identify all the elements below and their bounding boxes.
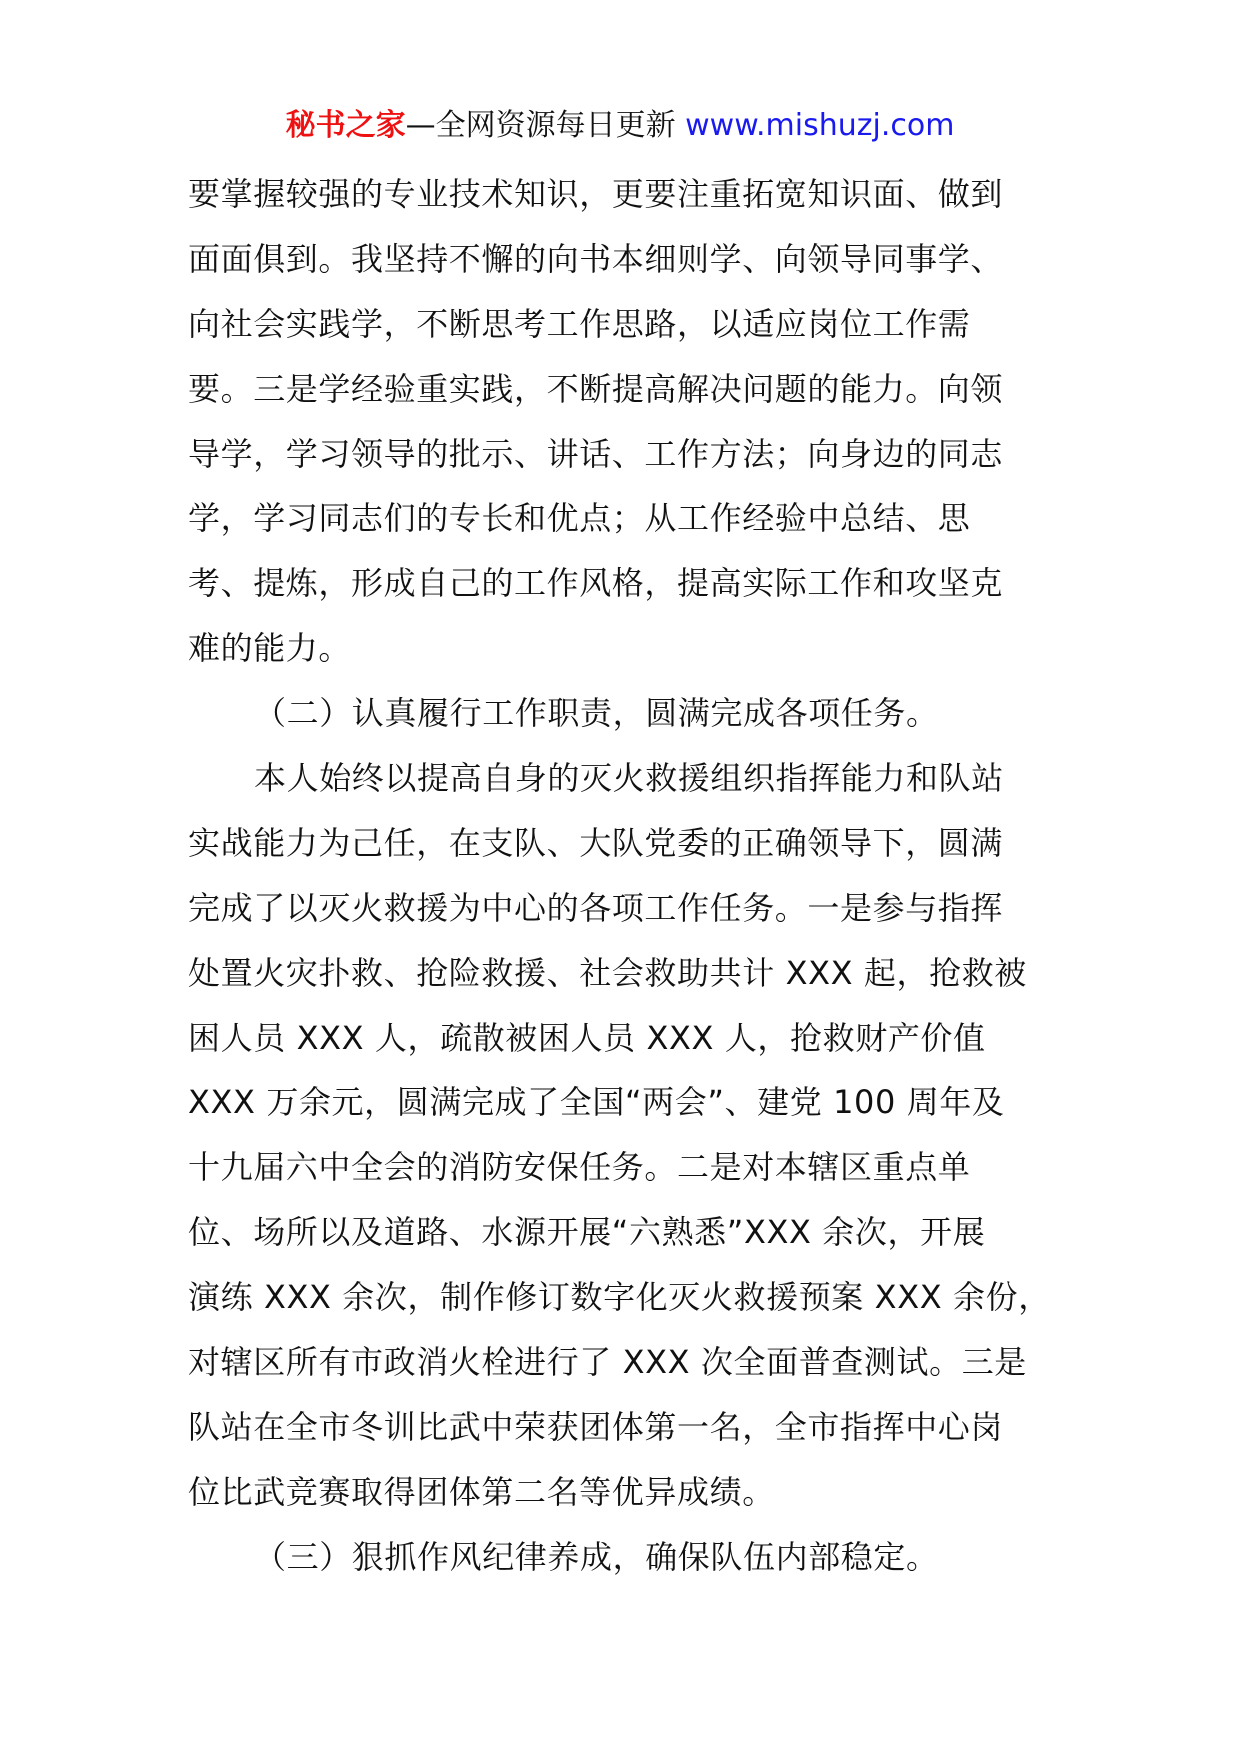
text-line: 十九届六中全会的消防安保任务。二是对本辖区重点单 (188, 1148, 971, 1187)
text-line: 考、提炼，形成自己的工作风格，提高实际工作和攻坚克 (188, 564, 1004, 603)
page-header (0, 104, 1240, 148)
header-slogan: —全网资源每日更新 (405, 108, 676, 143)
text-line: 位比武竞赛取得团体第二名等优异成绩。 (188, 1472, 775, 1511)
text-line: 困人员 XXX 人，疏散被困人员 XXX 人，抢救财产价值 (188, 1018, 986, 1057)
brand-name: 秘书之家 (285, 108, 406, 143)
text-line: 实战能力为己任，在支队、大队党委的正确领导下，圆满 (188, 823, 1004, 862)
text-line: 难的能力。 (188, 629, 352, 668)
text-line: 演练 XXX 余次，制作修订数字化灭火救援预案 XXX 余份， (188, 1278, 1051, 1317)
section-heading: （三）狠抓作风纪律养成，确保队伍内部稳定。 (254, 1537, 939, 1576)
text-line: 学，学习同志们的专长和优点；从工作经验中总结、思 (188, 499, 971, 538)
text-line: 位、场所以及道路、水源开展“六熟悉”XXX 余次，开展 (188, 1213, 986, 1252)
text-line: 完成了以灭火救援为中心的各项工作任务。一是参与指挥 (188, 888, 1004, 927)
website-link[interactable]: www.mishuzj.com (685, 108, 955, 143)
text-line: 要。三是学经验重实践，不断提高解决问题的能力。向领 (188, 369, 1004, 408)
text-line: XXX 万余元，圆满完成了全国“两会”、建党 100 周年及 (188, 1083, 1005, 1122)
section-heading: （二）认真履行工作职责，圆满完成各项任务。 (254, 694, 939, 733)
text-line: 处置火灾扑救、抢险救援、社会救助共计 XXX 起，抢救被 (188, 953, 1027, 992)
text-line: 向社会实践学，不断思考工作思路，以适应岗位工作需 (188, 304, 971, 343)
text-line: 导学，学习领导的批示、讲话、工作方法；向身边的同志 (188, 434, 1004, 473)
text-line: 要掌握较强的专业技术知识，更要注重拓宽知识面、做到 (188, 175, 1004, 213)
text-line: 本人始终以提高自身的灭火救援组织指挥能力和队站 (254, 759, 1004, 798)
text-line: 对辖区所有市政消火栓进行了 XXX 次全面普查测试。三是 (188, 1343, 1027, 1382)
text-line: 队站在全市冬训比武中荣获团体第一名，全市指挥中心岗 (188, 1407, 1004, 1446)
document-body (188, 162, 1058, 1590)
text-line: 面面俱到。我坚持不懈的向书本细则学、向领导同事学、 (188, 239, 1004, 278)
